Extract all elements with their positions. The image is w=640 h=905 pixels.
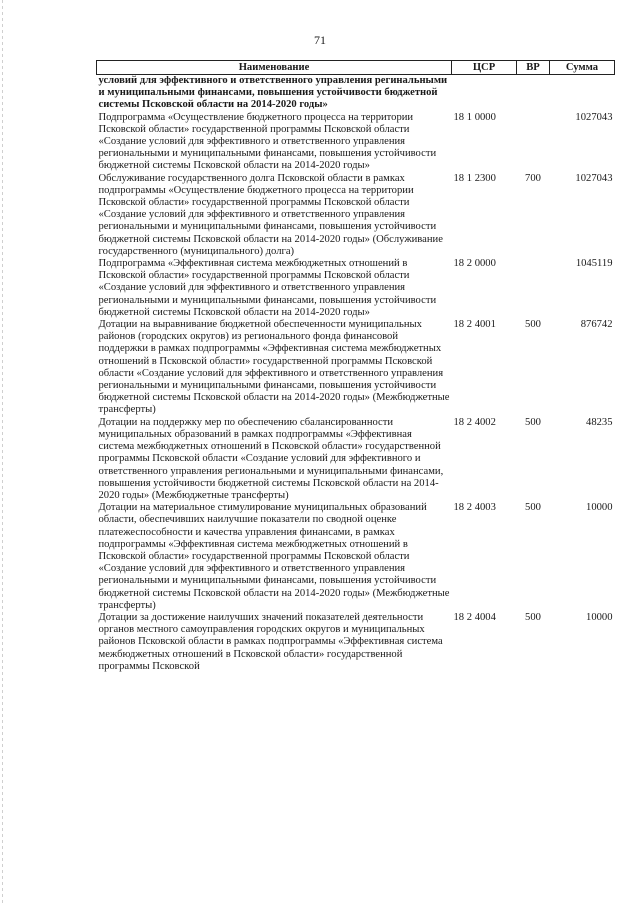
row-csr-cell: 18 1 0000 xyxy=(453,111,496,123)
row-vr-cell xyxy=(517,258,550,319)
row-vr-cell: 500 xyxy=(525,502,541,514)
table-header-row xyxy=(97,61,615,75)
row-name-cell: условий для эффективного и ответственного управления регинальными и муниципальными финансами, повышения устойчивости бюджетной системы Псковской области на 2014-2020 годы» xyxy=(98,75,448,111)
row-name-cell: Дотации за достижение наилучших значений показателей деятельности органов местного самоуправления городских округов и муниципальных районов Псковской области в рамках подпрограммы «Эффективная система межбюджетных отношений в Псковской области» государственной программы Псковской xyxy=(98,611,443,672)
row-name-cell: Дотации на материальное стимулирование муниципальных образований области, обеспечивших наилучшие показатели по сводной оценке платежеспособности и качества управления финансами, в рамках подпрограммы «Эффективная система межбюджетных отношений в Псковской области» государственной программы Псковской области «Создание условий для эффективного и ответственного управления региональными и муниципальными финансами, повышения устойчивости бюджетной системы Псковской области на 2014-2020 годы» (Межбюджетные трансферты) xyxy=(98,502,450,611)
row-sum-cell: 10000 xyxy=(586,502,613,514)
row-sum-cell: 48235 xyxy=(586,416,613,428)
row-sum-cell: 876742 xyxy=(580,319,613,331)
row-name-cell: Подпрограмма «Осуществление бюджетного процесса на территории Псковской области» государственной программы Псковской области «Создание условий для эффективного и ответственного управления региональными и муниципальными финансами, повышения устойчивости бюджетной системы Псковской области на 2014-2020 годы» xyxy=(98,111,437,172)
row-csr-cell: 18 1 2300 xyxy=(453,172,496,184)
scan-edge xyxy=(2,0,3,905)
row-vr-cell: 500 xyxy=(525,319,541,331)
row-sum-cell: 1027043 xyxy=(575,172,613,184)
row-csr-cell: 18 2 4001 xyxy=(453,319,496,331)
table-row xyxy=(97,502,615,612)
row-name-cell: Дотации на выравнивание бюджетной обеспеченности муниципальных районов (городских округов) из регионального фонда финансовой поддержки в рамках подпрограммы «Эффективная система межбюджетных отношений в Псковской области» государственной программы Псковской области «Создание условий для эффективного и ответственного управления региональными и муниципальными финансами, повышения устойчивости бюджетной системы Псковской области на 2014-2020 годы» (Межбюджетные трансферты) xyxy=(98,319,450,416)
row-csr-cell: 18 2 4002 xyxy=(453,416,496,428)
row-vr-cell: 700 xyxy=(525,172,541,184)
row-name-cell: Дотации на поддержку мер по обеспечению сбалансированности муниципальных образований в рамках подпрограммы «Эффективная система межбюджетных отношений в Псковской области» государственной программы Псковской области «Создание условий для эффективного и ответственного управления региональными и муниципальными финансами, повышения устойчивости бюджетной системы Псковской области на 2014-2020 годы» (Межбюджетные трансферты) xyxy=(98,416,444,501)
row-vr-cell xyxy=(517,112,550,173)
page-number: 71 xyxy=(314,33,326,47)
row-vr-cell: 500 xyxy=(525,416,541,428)
table-row xyxy=(97,612,615,673)
row-csr-cell: 18 2 4004 xyxy=(453,611,496,623)
table-row xyxy=(97,75,615,112)
row-csr-cell: 18 2 4003 xyxy=(453,502,496,514)
header-sum: Сумма xyxy=(550,61,615,75)
row-vr-cell xyxy=(517,75,550,112)
row-csr-cell: 18 2 0000 xyxy=(453,258,496,270)
row-sum-cell: 10000 xyxy=(586,611,613,623)
header-name: Наименование xyxy=(97,61,452,75)
table-row xyxy=(97,112,615,173)
budget-table xyxy=(96,60,615,673)
row-sum-cell xyxy=(550,75,615,112)
table-row xyxy=(97,258,615,319)
row-name-cell: Подпрограмма «Эффективная система межбюджетных отношений в Псковской области» государственной программы Псковской области «Создание условий для эффективного и ответственного управления региональными и муниципальными финансами, повышения устойчивости бюджетной системы Псковской области на 2014-2020 годы» xyxy=(98,258,437,318)
row-sum-cell: 1045119 xyxy=(575,258,613,270)
header-vr: ВР xyxy=(517,61,550,75)
table-row xyxy=(97,417,615,502)
row-vr-cell: 500 xyxy=(525,611,541,623)
row-csr-cell xyxy=(452,75,517,112)
header-csr: ЦСР xyxy=(452,61,517,75)
row-name-cell: Обслуживание государственного долга Псковской области в рамках подпрограммы «Осуществление бюджетного процесса на территории Псковской области» государственной программы Псковской области «Создание условий для эффективного и ответственного управления региональными и муниципальными финансами, повышения устойчивости бюджетной системы Псковской области на 2014-2020 годы» (Обслуживание государственного (муниципального) долга) xyxy=(98,172,443,257)
row-sum-cell: 1027043 xyxy=(575,111,613,123)
table-row xyxy=(97,319,615,417)
table-row xyxy=(97,173,615,258)
